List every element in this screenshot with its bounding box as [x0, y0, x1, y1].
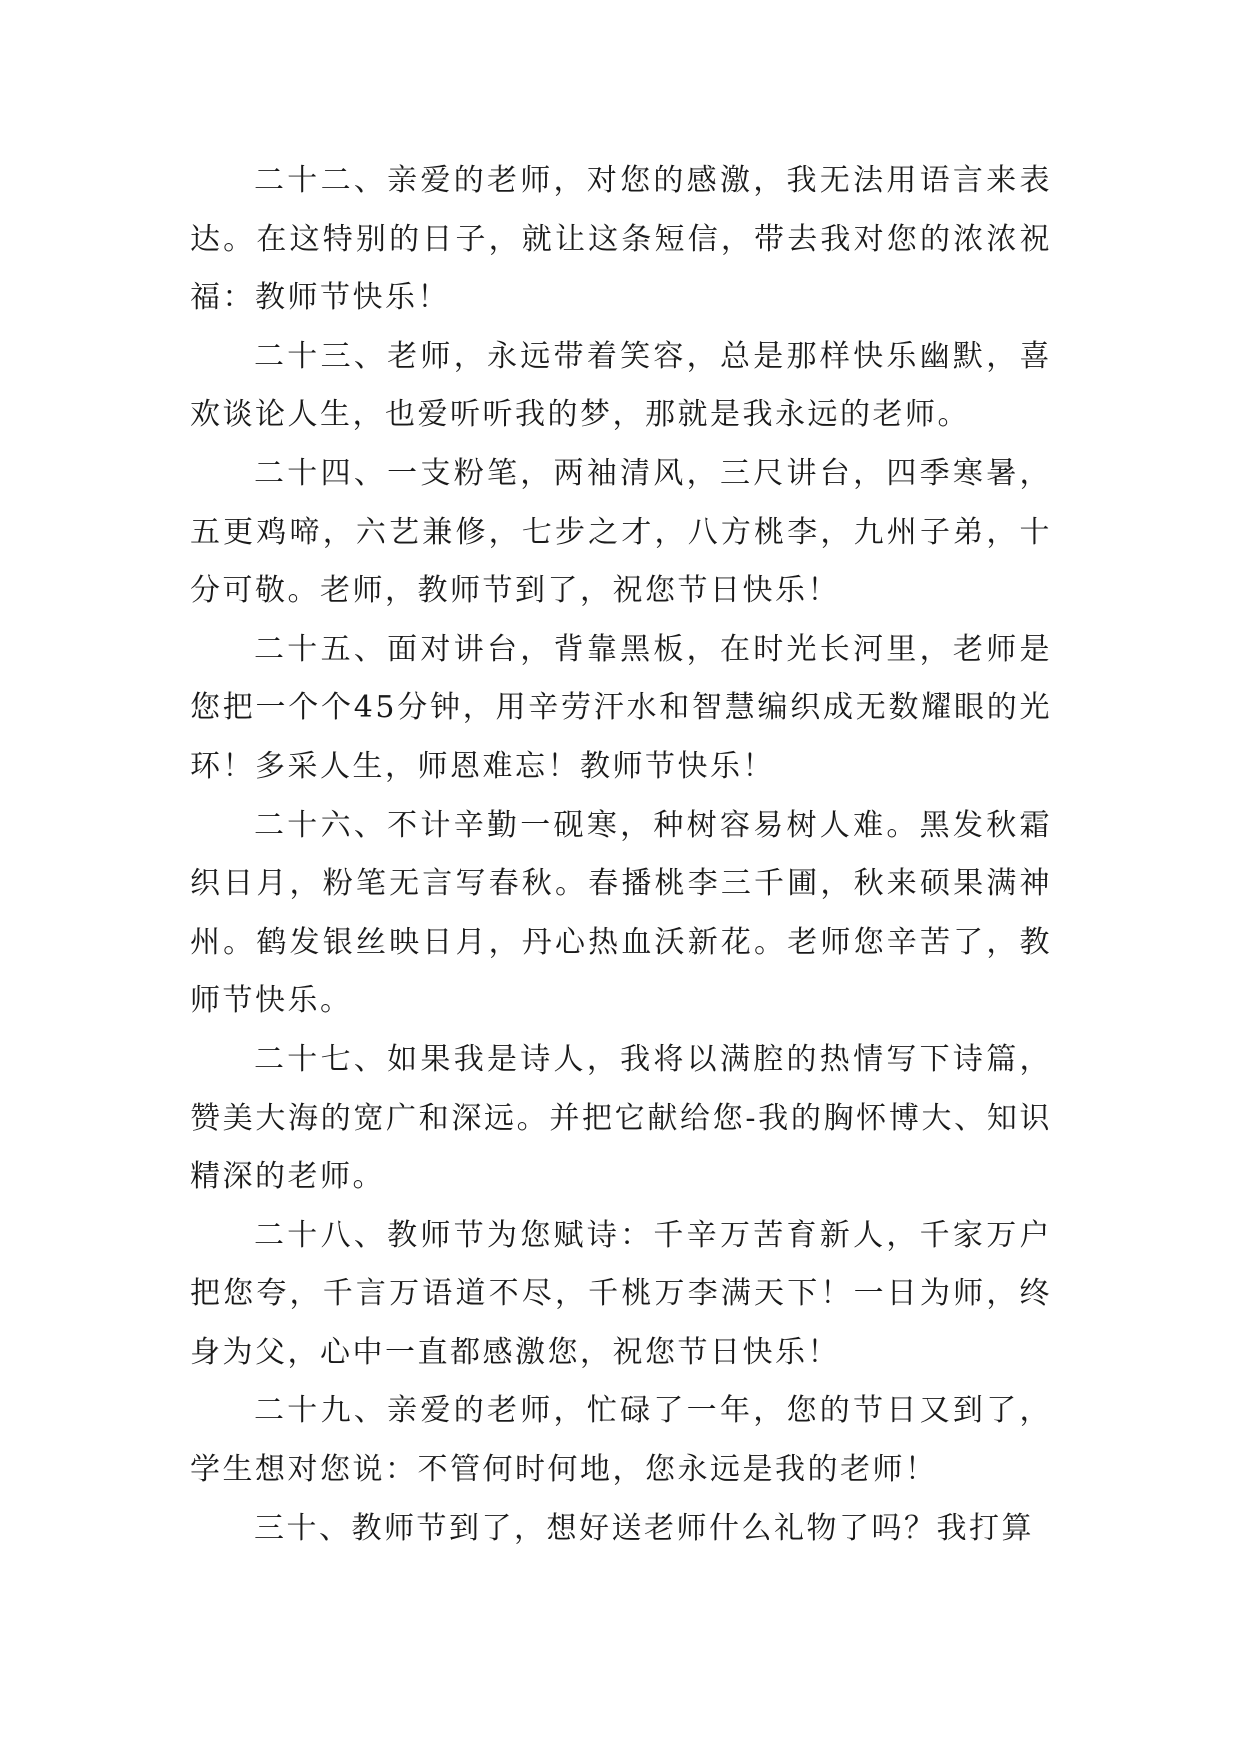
paragraph-29: 二十九、亲爱的老师，忙碌了一年，您的节日又到了，学生想对您说：不管何时何地，您永远是我的老师！: [190, 1393, 1052, 1488]
document-body: [190, 152, 1052, 1558]
paragraph-22: 二十二、亲爱的老师，对您的感激，我无法用语言来表达。在这特别的日子，就让这条短信，带去我对您的浓浓祝福：教师节快乐！: [190, 163, 1052, 316]
paragraph-23: 二十三、老师，永远带着笑容，总是那样快乐幽默，喜欢谈论人生，也爱听听我的梦，那就是我永远的老师。: [190, 338, 1052, 433]
paragraph-24: 二十四、一支粉笔，两袖清风，三尺讲台，四季寒暑，五更鸡啼，六艺兼修，七步之才，八方桃李，九州子弟，十分可敬。老师，教师节到了，祝您节日快乐！: [190, 455, 1052, 609]
paragraph-26: 二十六、不计辛勤一砚寒，种树容易树人难。黑发秋霜织日月，粉笔无言写春秋。春播桃李三千圃，秋来硕果满神州。鹤发银丝映日月，丹心热血沃新花。老师您辛苦了，教师节快乐。: [190, 807, 1052, 1019]
paragraph-28: 二十八、教师节为您赋诗：千辛万苦育新人，千家万户把您夸，千言万语道不尽，千桃万李满天下！一日为师，终身为父，心中一直都感激您，祝您节日快乐！: [190, 1217, 1052, 1370]
paragraph-27: 二十七、如果我是诗人，我将以满腔的热情写下诗篇，赞美大海的宽广和深远。并把它献给您-我的胸怀博大、知识精深的老师。: [190, 1041, 1052, 1195]
paragraph-30: 三十、教师节到了，想好送老师什么礼物了吗？我打算: [254, 1510, 1034, 1546]
paragraph-25: 二十五、面对讲台，背靠黑板，在时光长河里，老师是您把一个个45分钟，用辛劳汗水和智慧编织成无数耀眼的光环！多采人生，师恩难忘！教师节快乐！: [190, 631, 1052, 784]
